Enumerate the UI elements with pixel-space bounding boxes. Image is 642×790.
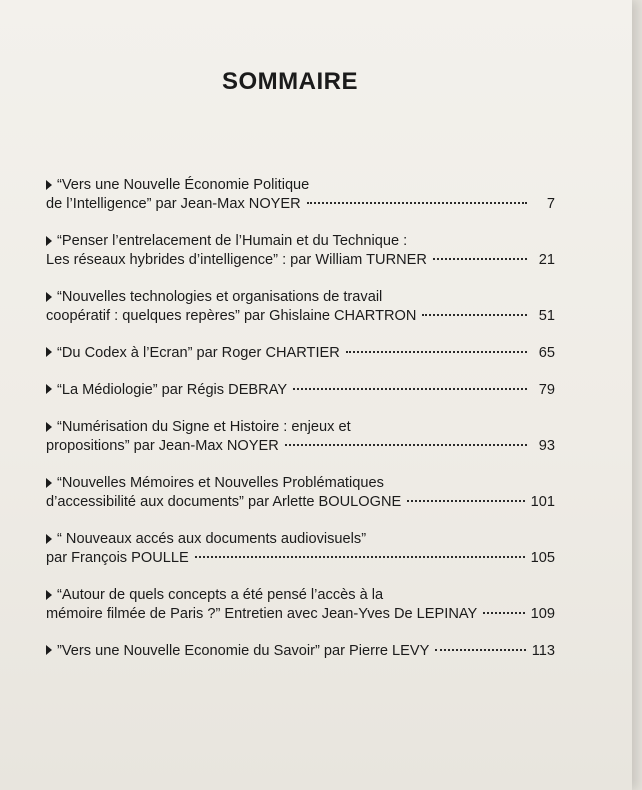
- triangle-bullet-icon: [46, 590, 52, 600]
- toc-entry: [46, 176, 555, 214]
- triangle-bullet-icon: [46, 236, 52, 246]
- dot-leader: [433, 257, 527, 260]
- toc-entry-line: [46, 195, 555, 214]
- toc-entry-line: [46, 251, 555, 270]
- toc-entry: [46, 418, 555, 456]
- toc-entry-text: “Du Codex à l’Ecran” par Roger CHARTIER: [57, 345, 340, 361]
- toc-entry-text: propositions” par Jean-Max NOYER: [46, 438, 279, 454]
- toc-entry-line: [46, 381, 555, 400]
- page-number: 93: [538, 438, 555, 454]
- toc-entry-text: “ Nouveaux accés aux documents audiovisuels”: [57, 531, 367, 547]
- page-number: 109: [530, 606, 555, 622]
- toc-entry-text: Les réseaux hybrides d’intelligence” : par William TURNER: [46, 252, 427, 268]
- triangle-bullet-icon: [46, 180, 52, 190]
- toc-entry: [46, 232, 555, 270]
- page-number: 105: [530, 550, 555, 566]
- triangle-bullet-icon: [46, 384, 52, 394]
- toc-entry-text: d’accessibilité aux documents” par Arlette BOULOGNE: [46, 494, 402, 510]
- page-number: 101: [530, 494, 555, 510]
- toc-entry-line: [46, 549, 555, 568]
- toc-entry: [46, 530, 555, 568]
- page-number: 51: [538, 308, 555, 324]
- toc-entry: [46, 586, 555, 624]
- toc-entry-line: [46, 288, 555, 307]
- triangle-bullet-icon: [46, 534, 52, 544]
- page-number: 65: [538, 345, 555, 361]
- toc-entry-text: “Numérisation du Signe et Histoire : enjeux et: [57, 419, 351, 435]
- toc-entry-text: mémoire filmée de Paris ?” Entretien avec Jean-Yves De LEPINAY: [46, 606, 478, 622]
- toc-entry: [46, 642, 555, 661]
- page-title: SOMMAIRE: [222, 68, 358, 95]
- triangle-bullet-icon: [46, 478, 52, 488]
- page-number: 79: [538, 382, 555, 398]
- toc-entry-line: [46, 530, 555, 549]
- toc-entry-text: “Autour de quels concepts a été pensé l’accès à la: [57, 587, 384, 603]
- toc-entry-line: [46, 437, 555, 456]
- toc-entry: [46, 381, 555, 400]
- dot-leader: [407, 499, 524, 502]
- dot-leader: [307, 201, 527, 204]
- triangle-bullet-icon: [46, 422, 52, 432]
- dot-leader: [422, 313, 527, 316]
- toc-entry-line: [46, 344, 555, 363]
- dot-leader: [483, 611, 524, 614]
- page-number: 7: [546, 196, 555, 212]
- toc-entry-line: [46, 605, 555, 624]
- toc-entry: [46, 474, 555, 512]
- triangle-bullet-icon: [46, 645, 52, 655]
- toc-entry-line: [46, 474, 555, 493]
- dot-leader: [285, 443, 527, 446]
- toc-entry-text: par François POULLE: [46, 550, 189, 566]
- toc-entry-text: ”Vers une Nouvelle Economie du Savoir” par Pierre LEVY: [57, 643, 430, 659]
- toc-entry-text: “La Médiologie” par Régis DEBRAY: [57, 382, 288, 398]
- toc-entry-line: [46, 307, 555, 326]
- toc-entry-text: coopératif : quelques repères” par Ghislaine CHARTRON: [46, 308, 417, 324]
- table-of-contents: [46, 176, 555, 679]
- triangle-bullet-icon: [46, 292, 52, 302]
- toc-entry-line: [46, 176, 555, 195]
- dot-leader: [346, 350, 527, 353]
- toc-entry-text: de l’Intelligence” par Jean-Max NOYER: [46, 196, 301, 212]
- toc-entry: [46, 288, 555, 326]
- toc-entry-text: “Vers une Nouvelle Économie Politique: [57, 177, 310, 193]
- page-number: 113: [531, 643, 555, 659]
- toc-entry-text: “Nouvelles Mémoires et Nouvelles Problématiques: [57, 475, 384, 491]
- toc-entry-line: [46, 232, 555, 251]
- triangle-bullet-icon: [46, 347, 52, 357]
- toc-entry-text: “Nouvelles technologies et organisations de travail: [57, 289, 383, 305]
- dot-leader: [435, 648, 525, 651]
- toc-entry-text: “Penser l’entrelacement de l’Humain et du Technique :: [57, 233, 408, 249]
- dot-leader: [195, 555, 525, 558]
- toc-entry-line: [46, 642, 555, 661]
- dot-leader: [293, 387, 527, 390]
- toc-entry-line: [46, 418, 555, 437]
- toc-entry: [46, 344, 555, 363]
- toc-entry-line: [46, 586, 555, 605]
- page-number: 21: [538, 252, 555, 268]
- toc-entry-line: [46, 493, 555, 512]
